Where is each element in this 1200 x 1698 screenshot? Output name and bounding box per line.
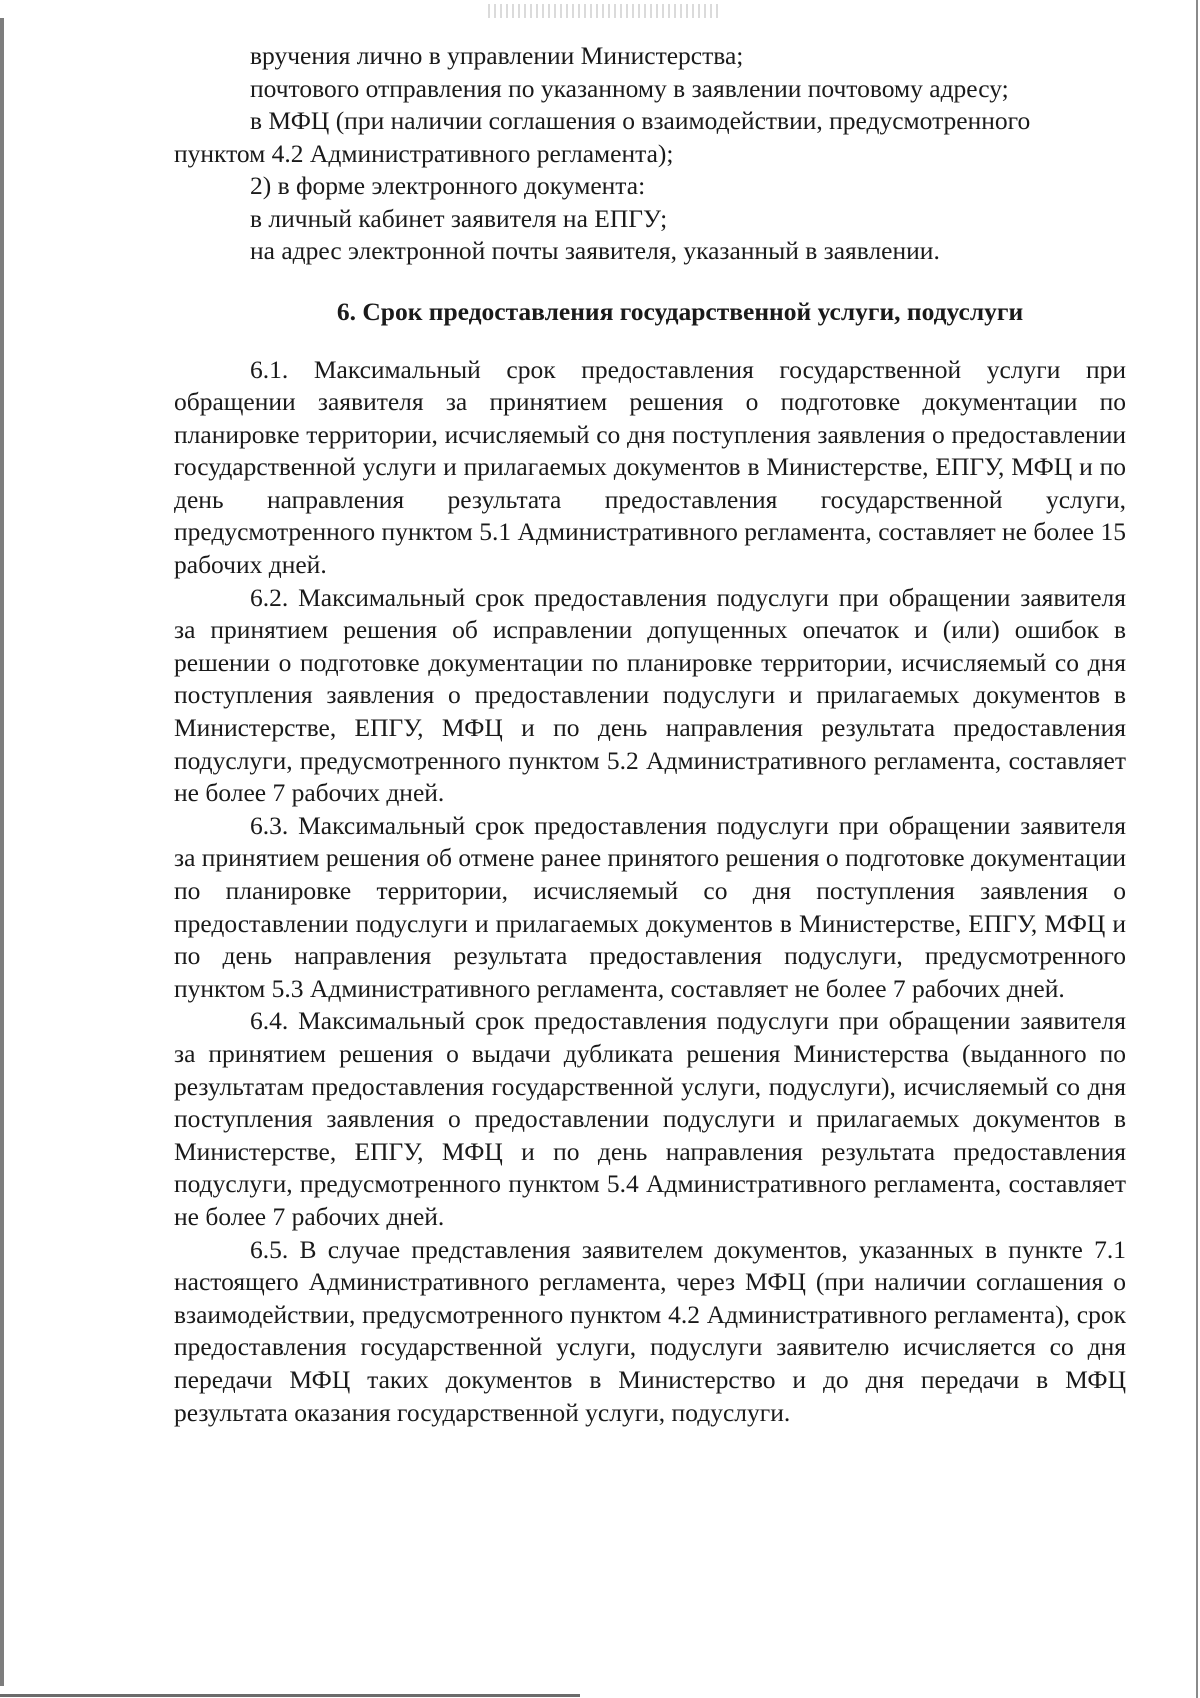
text-line: в личный кабинет заявителя на ЕПГУ; bbox=[250, 203, 668, 233]
paragraph-6-1: 6.1. Максимальный срок предоставления государственной услуги при обращении заявителя за принятием решения о подготовке документации по планировке территории, исчисляемый со дня поступления заявления о предоставлении государственной услуги и прилагаемых документов в Министерстве, ЕПГУ, МФЦ и по день направления результата предоставления государственной услуги, предусмотренного пунктом 5.1 Административного регламента, составляет не более 15 рабочих дней. bbox=[174, 354, 1126, 580]
scan-edge-bottom bbox=[0, 1694, 580, 1697]
scan-edge-left bbox=[0, 18, 4, 1686]
section-heading: 6. Срок предоставления государственной услуги, подуслуги bbox=[336, 296, 1024, 326]
paragraph-6-3: 6.3. Максимальный срок предоставления подуслуги при обращении заявителя за принятием решения об отмене ранее принятого решения о подготовке документации по планировке территории, исчисляемый со дня поступления заявления о предоставлении подуслуги и прилагаемых документов в Министерстве, ЕПГУ, МФЦ и по день направления результата предоставления подуслуги, предусмотренного пунктом 5.3 Административного регламента, составляет не более 7 рабочих дней. bbox=[174, 810, 1126, 1003]
text-line: почтового отправления по указанному в заявлении почтовому адресу; bbox=[250, 73, 1009, 103]
text-line: пунктом 4.2 Административного регламента); bbox=[174, 138, 674, 168]
text-line: 2) в форме электронного документа: bbox=[250, 171, 646, 200]
paragraph-6-4: 6.4. Максимальный срок предоставления подуслуги при обращении заявителя за принятием решения о выдачи дубликата решения Министерства (выданного по результатам предоставления государственной услуги, подуслуги), исчисляемый со дня поступления заявления о предоставлении подуслуги и прилагаемых документов в Министерстве, ЕПГУ, МФЦ и по день направления результата предоставления подуслуги, предусмотренного пунктом 5.4 Административного регламента, составляет не более 7 рабочих дней. bbox=[174, 1006, 1126, 1231]
paragraph-6-5: 6.5. В случае представления заявителем документов, указанных в пункте 7.1 настоящего Административного регламента, через МФЦ (при наличии соглашения о взаимодействии, предусмотренного пунктом 4.2 Административного регламента), срок предоставления государственной услуги, подуслуги заявителю исчисляется со дня передачи МФЦ таких документов в Министерство и до дня передачи в МФЦ результата оказания государственной услуги, подуслуги. bbox=[174, 1234, 1126, 1427]
scan-edge-right bbox=[1196, 0, 1198, 1698]
scan-noise-top bbox=[488, 4, 718, 18]
document-page bbox=[174, 40, 1126, 1429]
text-line: на адрес электронной почты заявителя, указанный в заявлении. bbox=[250, 236, 940, 265]
text-line: вручения лично в управлении Министерства; bbox=[250, 41, 744, 70]
paragraph-6-2: 6.2. Максимальный срок предоставления подуслуги при обращении заявителя за принятием решения об исправлении допущенных опечаток и (или) ошибок в решении о подготовке документации по планировке территории, исчисляемый со дня поступления заявления о предоставлении подуслуги и прилагаемых документов в Министерстве, ЕПГУ, МФЦ и по день направления результата предоставления подуслуги, предусмотренного пунктом 5.2 Административного регламента, составляет не более 7 рабочих дней. bbox=[174, 582, 1126, 808]
text-line: в МФЦ (при наличии соглашения о взаимодействии, предусмотренного bbox=[250, 106, 1031, 135]
